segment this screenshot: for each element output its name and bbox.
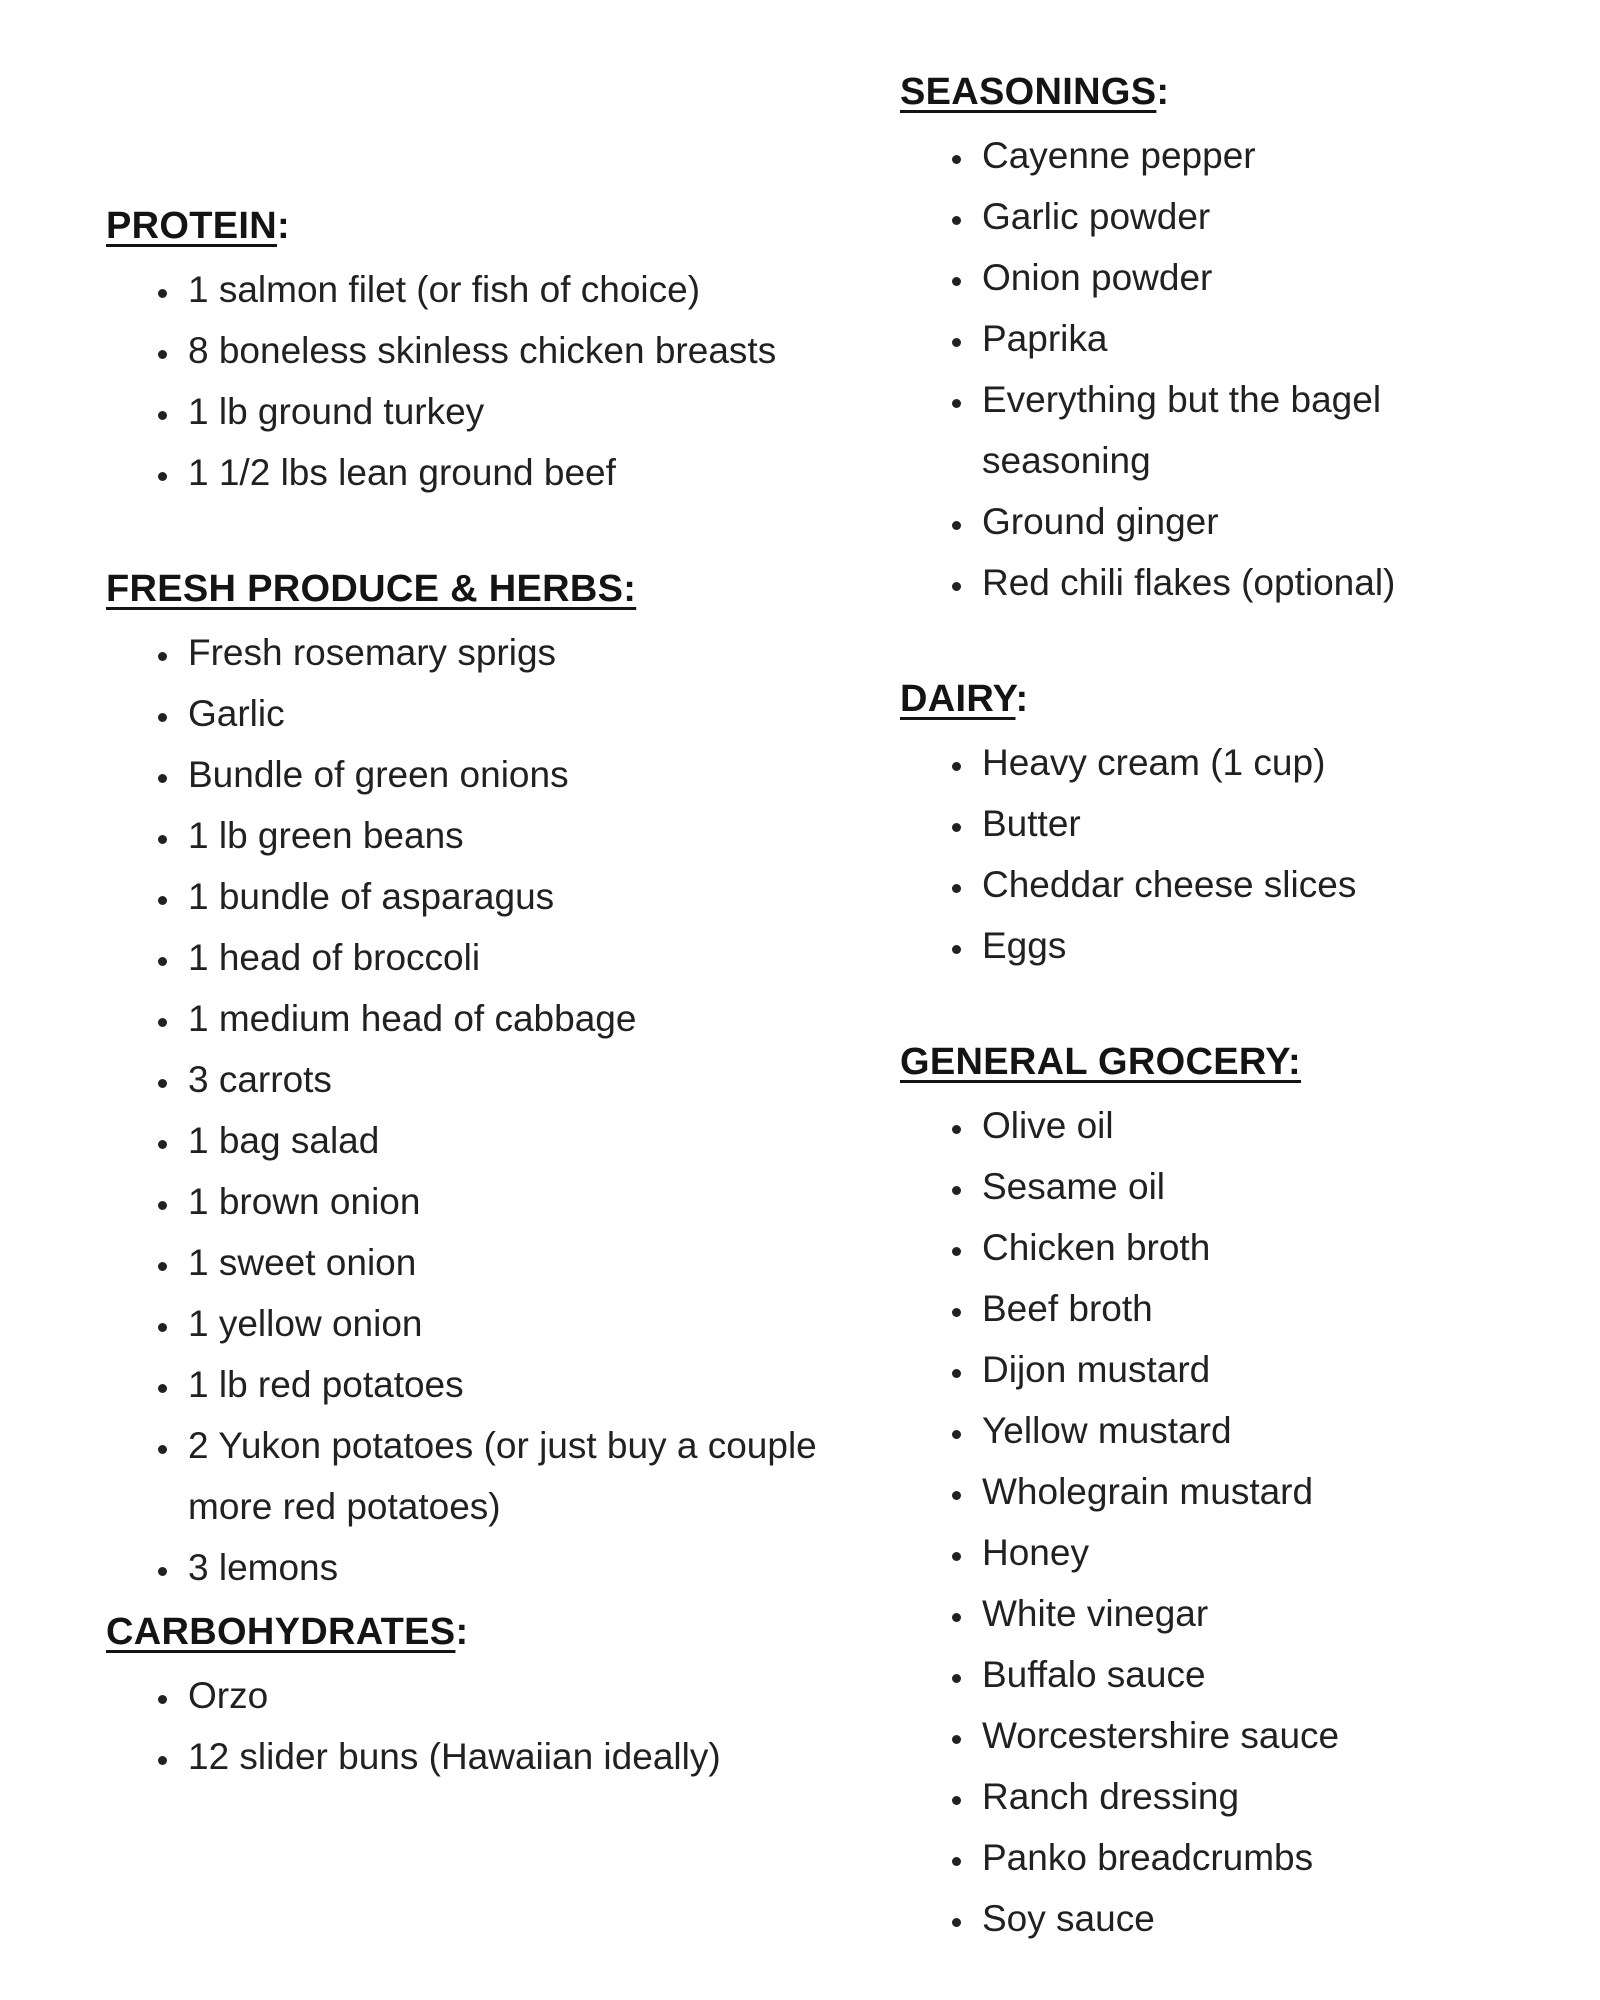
list-item: • Wholegrain mustard [976, 1461, 1500, 1522]
list-item: • Butter [976, 793, 1500, 854]
list-item: • 1 bag salad [182, 1110, 876, 1171]
list-item: • Buffalo sauce [976, 1644, 1500, 1705]
list-item: • 8 boneless skinless chicken breasts [182, 320, 876, 381]
list-item: • Cayenne pepper [976, 125, 1500, 186]
list-item: • Garlic powder [976, 186, 1500, 247]
list-item: • Orzo [182, 1665, 876, 1726]
list-item: • Chicken broth [976, 1217, 1500, 1278]
list-item: • Cheddar cheese slices [976, 854, 1500, 915]
section-protein [106, 196, 876, 503]
list-item: • Sesame oil [976, 1156, 1500, 1217]
section-title-protein [106, 196, 876, 257]
section-dairy [900, 669, 1500, 976]
list-item: • Red chili flakes (optional) [976, 552, 1500, 613]
list-item: • Yellow mustard [976, 1400, 1500, 1461]
list-item: • Eggs [976, 915, 1500, 976]
list-item: • 3 lemons [182, 1537, 876, 1598]
list-item: • Garlic [182, 683, 876, 744]
list-item: • 1 lb ground turkey [182, 381, 876, 442]
list-item: • 12 slider buns (Hawaiian ideally) [182, 1726, 876, 1787]
section-title-text: SEASONINGS [900, 71, 1157, 113]
right-column [900, 62, 1500, 1949]
list-item: • 1 head of broccoli [182, 927, 876, 988]
list-item: • 2 Yukon potatoes (or just buy a couple more red potatoes) [182, 1415, 876, 1537]
left-column [106, 196, 876, 1787]
item-list-fresh-produce-herbs [106, 622, 876, 1598]
list-item: • White vinegar [976, 1583, 1500, 1644]
section-title-seasonings [900, 62, 1500, 123]
list-item: • 1 lb green beans [182, 805, 876, 866]
section-title-colon: : [1015, 678, 1029, 720]
item-list-general-grocery [900, 1095, 1500, 1949]
list-item: • Fresh rosemary sprigs [182, 622, 876, 683]
list-item: • 3 carrots [182, 1049, 876, 1110]
section-title-text: FRESH PRODUCE & HERBS: [106, 568, 637, 610]
section-title-text: DAIRY [900, 678, 1016, 720]
list-item: • Worcestershire sauce [976, 1705, 1500, 1766]
list-item: • 1 medium head of cabbage [182, 988, 876, 1049]
list-item: • Honey [976, 1522, 1500, 1583]
list-item: • 1 yellow onion [182, 1293, 876, 1354]
list-item: • Dijon mustard [976, 1339, 1500, 1400]
list-item: • Panko breadcrumbs [976, 1827, 1500, 1888]
section-title-colon: : [277, 205, 290, 247]
list-item: • 1 salmon filet (or fish of choice) [182, 259, 876, 320]
list-item: • 1 brown onion [182, 1171, 876, 1232]
list-item: • Paprika [976, 308, 1500, 369]
item-list-protein [106, 259, 876, 503]
list-item: • Ranch dressing [976, 1766, 1500, 1827]
section-title-text: PROTEIN [106, 205, 278, 247]
list-item: • Beef broth [976, 1278, 1500, 1339]
list-item: • Bundle of green onions [182, 744, 876, 805]
list-item: • Everything but the bagel seasoning [976, 369, 1500, 491]
section-title-colon: : [455, 1611, 469, 1653]
list-item: • Olive oil [976, 1095, 1500, 1156]
section-general-grocery [900, 1032, 1500, 1949]
section-fresh-produce-herbs [106, 559, 876, 1598]
section-carbohydrates [106, 1602, 876, 1787]
list-item: • Ground ginger [976, 491, 1500, 552]
section-title-carbohydrates [106, 1602, 876, 1663]
list-item: • Heavy cream (1 cup) [976, 732, 1500, 793]
list-item: • Soy sauce [976, 1888, 1500, 1949]
section-title-text: GENERAL GROCERY: [900, 1041, 1302, 1083]
section-title-text: CARBOHYDRATES [106, 1611, 456, 1653]
list-item: • Onion powder [976, 247, 1500, 308]
item-list-dairy [900, 732, 1500, 976]
section-title-colon: : [1156, 71, 1170, 113]
section-seasonings [900, 62, 1500, 613]
item-list-seasonings [900, 125, 1500, 613]
section-title-dairy [900, 669, 1500, 730]
section-title-fresh-produce-herbs [106, 559, 876, 620]
list-item: • 1 bundle of asparagus [182, 866, 876, 927]
list-item: • 1 lb red potatoes [182, 1354, 876, 1415]
list-item: • 1 1/2 lbs lean ground beef [182, 442, 876, 503]
section-title-general-grocery [900, 1032, 1500, 1093]
list-item: • 1 sweet onion [182, 1232, 876, 1293]
item-list-carbohydrates [106, 1665, 876, 1787]
